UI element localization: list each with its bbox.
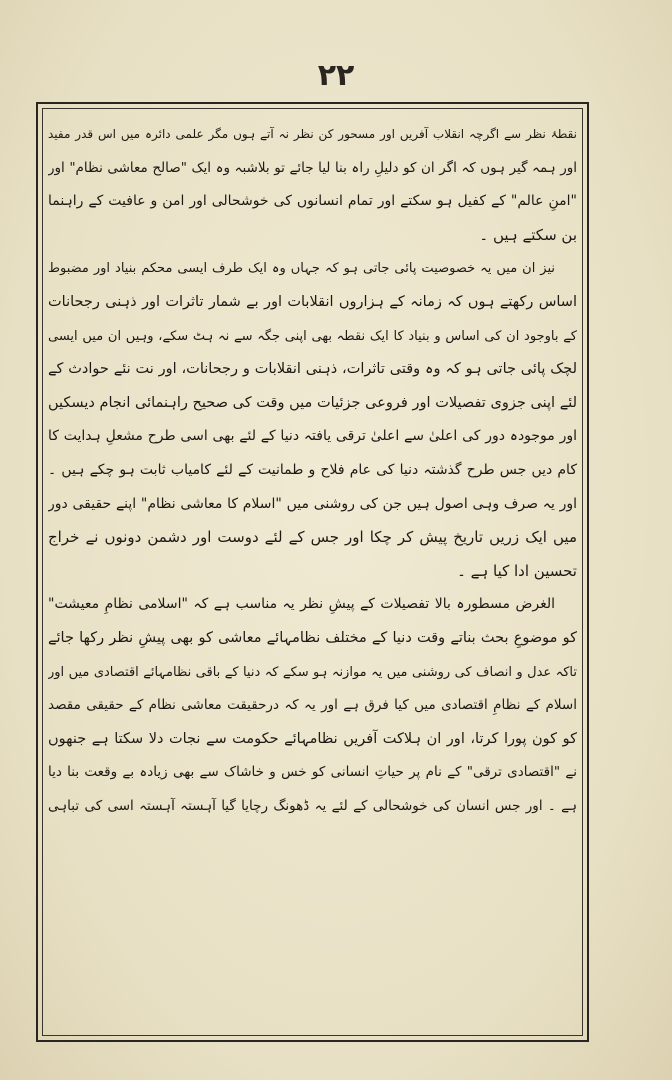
text-line: نے "اقتصادی ترقی" کے نام پر حیاتِ انسانی کو خس و خاشاک سے بھی زیادہ بے وقعت بنا دیا (48, 764, 577, 781)
text-line: اور ہمہ گیر ہوں کہ اگر ان کو دلیلِ راہ بنا لیا جائے تو بلاشبہ وہ ایک "صالح معاشی نظام" اور (48, 159, 577, 176)
text-line: "امنِ عالم" کے کفیل ہو سکتے اور تمام انسانوں کی خوشحالی اور امن و عافیت کے راہنما (48, 193, 577, 210)
text-line: نقطۂ نظر سے اگرچہ انقلاب آفریں اور مسحور کن نظر نہ آتے ہوں مگر علمی دائرہ میں اس قدر مفید (48, 127, 577, 141)
text-line: نیز ان میں یہ خصوصیت پائی جاتی ہو کہ جہاں وہ ایک طرف ایسی محکم بنیاد اور مضبوط (48, 261, 555, 277)
text-line: کو کون پورا کرتا، اور ان ہلاکت آفریں نظامہائے حکومت سے نجات دلا سکتا ہے جنھوں (48, 730, 577, 747)
text-line: اسلام کے نظامِ اقتصادی میں کیا فرق ہے اور یہ کہ درحقیقت معاشی نظام کے حقیقی مقصد (48, 697, 577, 714)
text-line: تحسین ادا کیا ہے ۔ (457, 561, 577, 580)
text-line: کے باوجود ان کی اساس و بنیاد کا ایک نقطہ بھی اپنی جگہ سے نہ ہٹ سکے، وہیں ان میں ایسی (48, 328, 577, 344)
text-line: اساس رکھتے ہوں کہ زمانہ کے ہزاروں انقلابات اور بے شمار تاثرات اور ذہنی رجحانات (48, 293, 577, 310)
text-line: لچک پائی جاتی ہو کہ وہ وقتی تاثرات، ذہنی انقلابات و رجحانات، اور نت نئے حوادث کے (48, 361, 577, 378)
text-line: اور موجودہ دور کی اعلیٰ سے اعلیٰ ترقی یافتہ دنیا کے لئے بھی اسی طرح مشعلِ ہدایت کا (48, 428, 577, 445)
text-line: کو موضوعِ بحث بناتے وقت دنیا کے مختلف نظامہائے معاشی کو بھی پیشِ نظر رکھا جائے (48, 629, 577, 646)
text-line: لئے اپنی جزوی تفصیلات اور فروعی جزئیات میں وقت کی صحیح راہنمائی انجام دیسکیں (48, 394, 577, 411)
page-number: ۲۲ (317, 58, 355, 93)
text-line: کام دیں جس طرح گذشتہ دنیا کی عام فلاح و طمانیت کے لئے کامیاب ثابت ہو چکے ہیں ۔ (48, 461, 577, 478)
text-line: بن سکتے ہیں ۔ (479, 225, 577, 244)
text-line: ہے ۔ اور جس انسان کی خوشحالی کے لئے یہ ڈھونگ رچایا گیا آہستہ آہستہ اسی کی تباہی (48, 797, 577, 814)
text-line: میں ایک زریں تاریخ پیش کر چکا اور جس کے لئے دوست اور دشمن دونوں نے خراج (48, 528, 577, 547)
text-line: الغرض مسطورہ بالا تفصیلات کے پیشِ نظر یہ مناسب ہے کہ "اسلامی نظامِ معیشت" (48, 596, 555, 613)
text-line: تاکہ عدل و انصاف کی روشنی میں یہ موازنہ ہو سکے کہ دنیا کے باقی نظامہائے اقتصادی میں اور (48, 664, 577, 680)
body-text (48, 118, 577, 823)
text-line: اور یہ صرف وہی اصول ہیں جن کی روشنی میں "اسلام کا معاشی نظام" اپنے حقیقی دور (48, 495, 577, 512)
